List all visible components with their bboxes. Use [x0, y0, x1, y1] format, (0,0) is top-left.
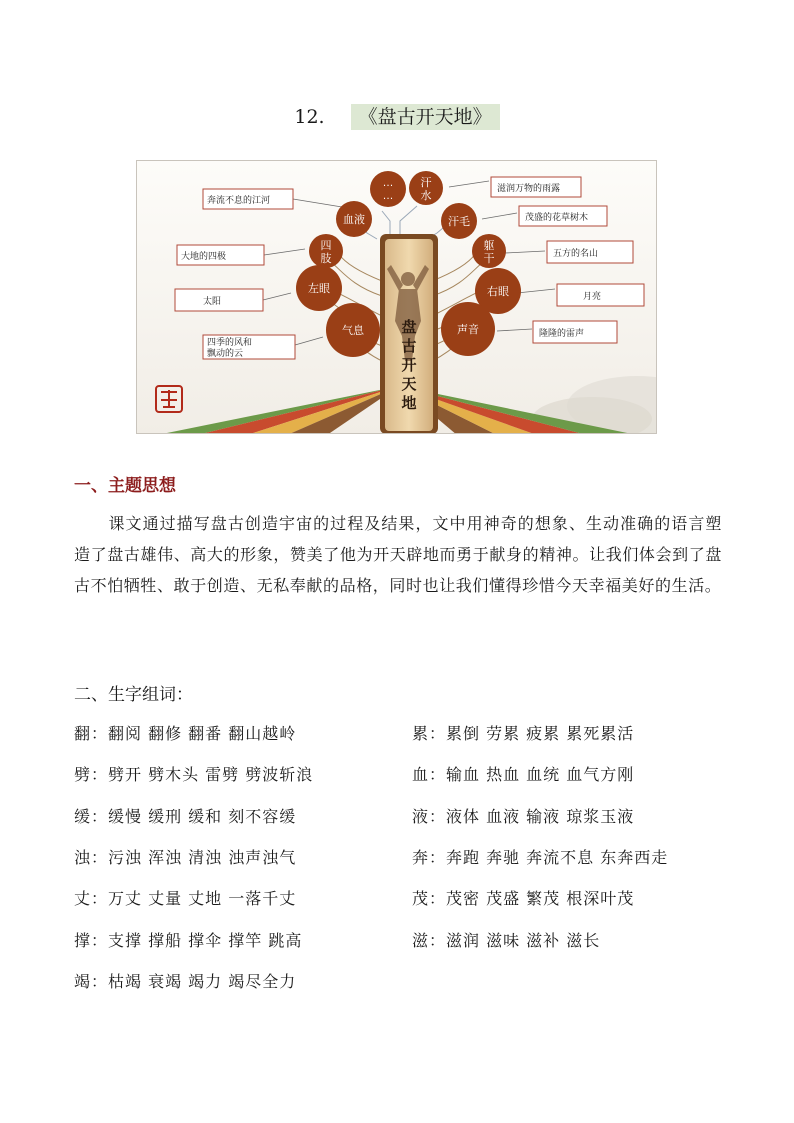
label-leisheng: 隆隆的雷声 [539, 329, 585, 339]
pangu-tree-figure [136, 160, 657, 434]
node-text-qixi: 气息 [342, 325, 364, 337]
node-text-shengyin: 声音 [457, 324, 479, 336]
vocab-left-1: 翻：翻阅 翻修 翻番 翻山越岭 [74, 724, 297, 743]
lesson-name: 《盘古开天地》 [351, 104, 500, 130]
label-huacao: 茂盛的花草树木 [525, 213, 589, 223]
trunk-char-3: 开 [401, 357, 417, 374]
node-text-hanshui-2: 水 [420, 190, 432, 202]
node-text-hanshui-1: 汗 [420, 177, 432, 189]
node-text-sizhi-2: 肢 [320, 253, 332, 265]
vocab-left-2: 劈：劈开 劈木头 雷劈 劈波斩浪 [74, 765, 314, 784]
section1-heading: 一、主题思想 [74, 476, 176, 496]
label-fengyun-2: 飘动的云 [207, 349, 244, 359]
node-text-qugan-1: 躯 [483, 240, 495, 252]
label-siji: 大地的四极 [181, 252, 227, 262]
trunk-char-2: 古 [401, 338, 417, 355]
vocab-right-4: 奔：奔跑 奔驰 奔流不息 东奔西走 [412, 848, 669, 867]
node-text-ellipsis-2: … [382, 190, 394, 202]
vocab-left-3: 缓：缓慢 缓刑 缓和 刻不容缓 [74, 807, 297, 826]
vocab-right-1: 累：累倒 劳累 疲累 累死累活 [412, 724, 635, 743]
section1-paragraph [74, 508, 722, 601]
node-text-youyan: 右眼 [487, 286, 509, 298]
section1-paragraph-text: 课文通过描写盘古创造宇宙的过程及结果，文中用神奇的想象、生动准确的语言塑造了盘古雄伟、高大的形象，赞美了他为开天辟地而勇于献身的精神。让我们体会到了盘古不怕牺牲、敢于创造、无私奉献的品格，同时也让我们懂得珍惜今天幸福美好的生活。 [74, 514, 722, 595]
lesson-number: 12. [294, 106, 325, 128]
label-fengyun-1: 四季的风和 [207, 338, 253, 348]
tree-diagram [137, 161, 657, 434]
node-text-hanmao: 汗毛 [448, 216, 470, 228]
label-jianghe: 奔流不息的江河 [207, 196, 271, 206]
page-title [0, 104, 794, 130]
vocab-right-2: 血：输血 热血 血统 血气方刚 [412, 765, 635, 784]
node-text-sizhi-1: 四 [320, 240, 332, 252]
vocab-left-6: 撑：支撑 撑船 撑伞 撑竿 跳高 [74, 931, 303, 950]
trunk-char-5: 地 [401, 395, 417, 412]
trunk-char-4: 天 [401, 376, 417, 393]
vocab-left-5: 丈：万丈 丈量 丈地 一落千丈 [74, 889, 297, 908]
vocab-left-4: 浊：污浊 浑浊 清浊 浊声浊气 [74, 848, 297, 867]
vocab-right-5: 茂：茂密 茂盛 繁茂 根深叶茂 [412, 889, 635, 908]
node-text-xueye: 血液 [343, 214, 365, 226]
vocab-left-7: 竭：枯竭 衰竭 竭力 竭尽全力 [74, 972, 297, 991]
label-mingshan: 五方的名山 [553, 249, 599, 259]
node-text-ellipsis-1: … [382, 177, 394, 189]
vocab-right-6: 滋：滋润 滋味 滋补 滋长 [412, 931, 601, 950]
node-text-qugan-2: 干 [483, 253, 495, 265]
trunk-char-1: 盘 [401, 319, 417, 336]
node-text-zuoyan: 左眼 [308, 283, 330, 295]
label-taiyang: 太阳 [203, 297, 222, 307]
section2-heading: 二、生字组词： [74, 685, 193, 705]
label-yulu: 滋润万物的雨露 [497, 184, 561, 194]
vocab-right-3: 液：液体 血液 输液 琼浆玉液 [412, 807, 635, 826]
label-yueliang: 月亮 [583, 292, 602, 302]
